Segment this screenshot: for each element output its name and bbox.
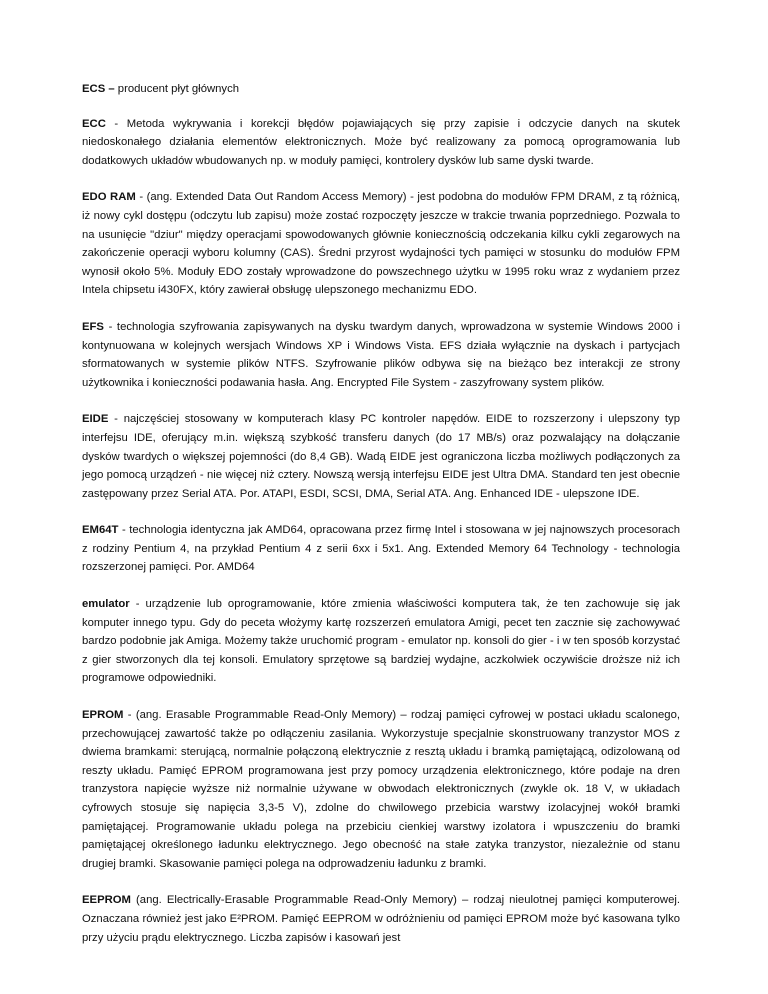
- term-ecc: ECC: [82, 117, 106, 130]
- glossary-entry-emulator: [82, 595, 680, 688]
- glossary-entry-ecc: [82, 115, 680, 171]
- term-eprom: EPROM: [82, 709, 124, 722]
- definition-eprom: - (ang. Erasable Programmable Read-Only Memory) – rodzaj pamięci cyfrowej w postaci układu scalonego, przechowującej zawartość także po odłączeniu zasilania. Wykorzystuje specjalnie skonstruowany tranzystor MOS z dwiema bramkami: sterującą, normalnie połączoną elektrycznie z resztą układu i bramką pamiętającą, odizolowaną od reszty układu. Pamięć EPROM programowana jest przy pomocy urządzenia elektronicznego, które podaje na dren tranzystora napięcie wyższe niż normalnie używane w obwodach elektronicznych (zwykle ok. 18 V, w układach cyfrowych stosuje się napięcia 3,3-5 V), zdolne do chwilowego przebicia warstwy izolacyjnej wokół bramki pamiętającej. Programowanie układu polega na przebiciu cienkiej warstwy izolatora i wpuszczeniu do bramki pamiętającej określonego ładunku elektrycznego. Jego obecność na stałe zatyka tranzystor, niezależnie od stanu drugiej bramki. Skasowanie pamięci polega na odprowadzeniu ładunku z bramki.: [82, 709, 680, 870]
- glossary-entry-eide: [82, 410, 680, 503]
- definition-edo-ram: - (ang. Extended Data Out Random Access Memory) - jest podobna do modułów FPM DRAM, z tą różnicą, iż nowy cykl dostępu (odczytu lub zapisu) może zostać rozpoczęty jeszcze w trakcie trwania poprzedniego. Pozwala to na usunięcie "dziur" między operacjami spowodowanych głównie koniecznością odczekania kilku cykli zegarowych na zakończenie operacji wyboru kolumny (CAS). Średni przyrost wydajności tych pamięci w stosunku do modułów FPM wynosił około 5%. Moduły EDO zostały wprowadzone do powszechnego użytku w 1995 roku wraz z wydaniem przez Intela chipsetu i430FX, który zawierał obsługę ulepszonego mechanizmu EDO.: [82, 191, 680, 297]
- glossary-entry-ecs: [82, 80, 680, 99]
- term-eide: EIDE: [82, 413, 109, 426]
- definition-ecs: producent płyt głównych: [114, 83, 239, 95]
- definition-emulator: - urządzenie lub oprogramowanie, które zmienia właściwości komputera tak, że ten zachowuje się jak komputer innego typu. Gdy do peceta włożymy kartę rozszerzeń emulatora Amigi, pecet ten zacznie się zachowywać bardzo podobnie jak Amiga. Możemy także uruchomić program - emulator np. konsoli do gier - i w ten sposób korzystać z gier stworzonych dla tej konsoli. Emulatory sprzętowe są bardziej wydajne, aczkolwiek oczywiście droższe niż ich programowe odpowiedniki.: [82, 598, 680, 685]
- term-efs: EFS: [82, 320, 104, 333]
- glossary-entry-eeprom: [82, 891, 680, 947]
- term-eeprom: EEPROM: [82, 894, 131, 907]
- definition-efs: - technologia szyfrowania zapisywanych na dysku twardym danych, wprowadzona w systemie Windows 2000 i kontynuowana w kolejnych wersjach Windows XP i Windows Vista. EFS działa wyłącznie na dyskach i partycjach sformatowanych w systemie plików NTFS. Szyfrowanie plików odbywa się na bieżąco bez interakcji ze strony użytkownika i konieczności podawania hasła. Ang. Encrypted File System - zaszyfrowany system plików.: [82, 320, 680, 389]
- definition-em64t: - technologia identyczna jak AMD64, opracowana przez firmę Intel i stosowana w jej najnowszych procesorach z rodziny Pentium 4, na przykład Pentium 4 z serii 6xx i 5x1. Ang. Extended Memory 64 Technology - technologia rozszerzonej pamięci. Por. AMD64: [82, 524, 680, 574]
- glossary-entry-edo-ram: [82, 188, 680, 300]
- definition-ecc: - Metoda wykrywania i korekcji błędów pojawiających się przy zapisie i odczycie danych na skutek niedoskonałego działania elementów elektronicznych. Może być realizowany za pomocą oprogramowania lub dodatkowych układów wbudowanych np. w moduły pamięci, kontrolery dysków lub same dyski twarde.: [82, 117, 680, 167]
- term-em64t: EM64T: [82, 524, 119, 537]
- term-edo-ram: EDO RAM: [82, 191, 136, 204]
- term-emulator: emulator: [82, 598, 130, 611]
- definition-eide: - najczęściej stosowany w komputerach klasy PC kontroler napędów. EIDE to rozszerzony i ulepszony typ interfejsu IDE, oferujący m.in. większą szybkość transferu danych (do 17 MB/s) oraz pozwalający na dołączanie dysków twardych o większej pojemności (do 8,4 GB). Wadą EIDE jest ograniczona liczba możliwych podłączonych za jego pomocą urządzeń - nie więcej niż cztery. Nowszą wersją interfejsu EIDE jest Ultra DMA. Standard ten jest obecnie zastępowany przez Serial ATA. Por. ATAPI, ESDI, SCSI, DMA, Serial ATA. Ang. Enhanced IDE - ulepszone IDE.: [82, 413, 680, 500]
- definition-eeprom: (ang. Electrically-Erasable Programmable Read-Only Memory) – rodzaj nieulotnej pamięci komputerowej. Oznaczana również jest jako E²PROM. Pamięć EEPROM w odróżnieniu od pamięci EPROM może być kasowana tylko przy użyciu prądu elektrycznego. Liczba zapisów i kasowań jest: [82, 894, 680, 944]
- term-ecs: ECS –: [82, 83, 115, 95]
- document-page: [82, 80, 680, 965]
- glossary-entry-efs: [82, 318, 680, 392]
- glossary-entry-em64t: [82, 521, 680, 577]
- glossary-entry-eprom: [82, 706, 680, 873]
